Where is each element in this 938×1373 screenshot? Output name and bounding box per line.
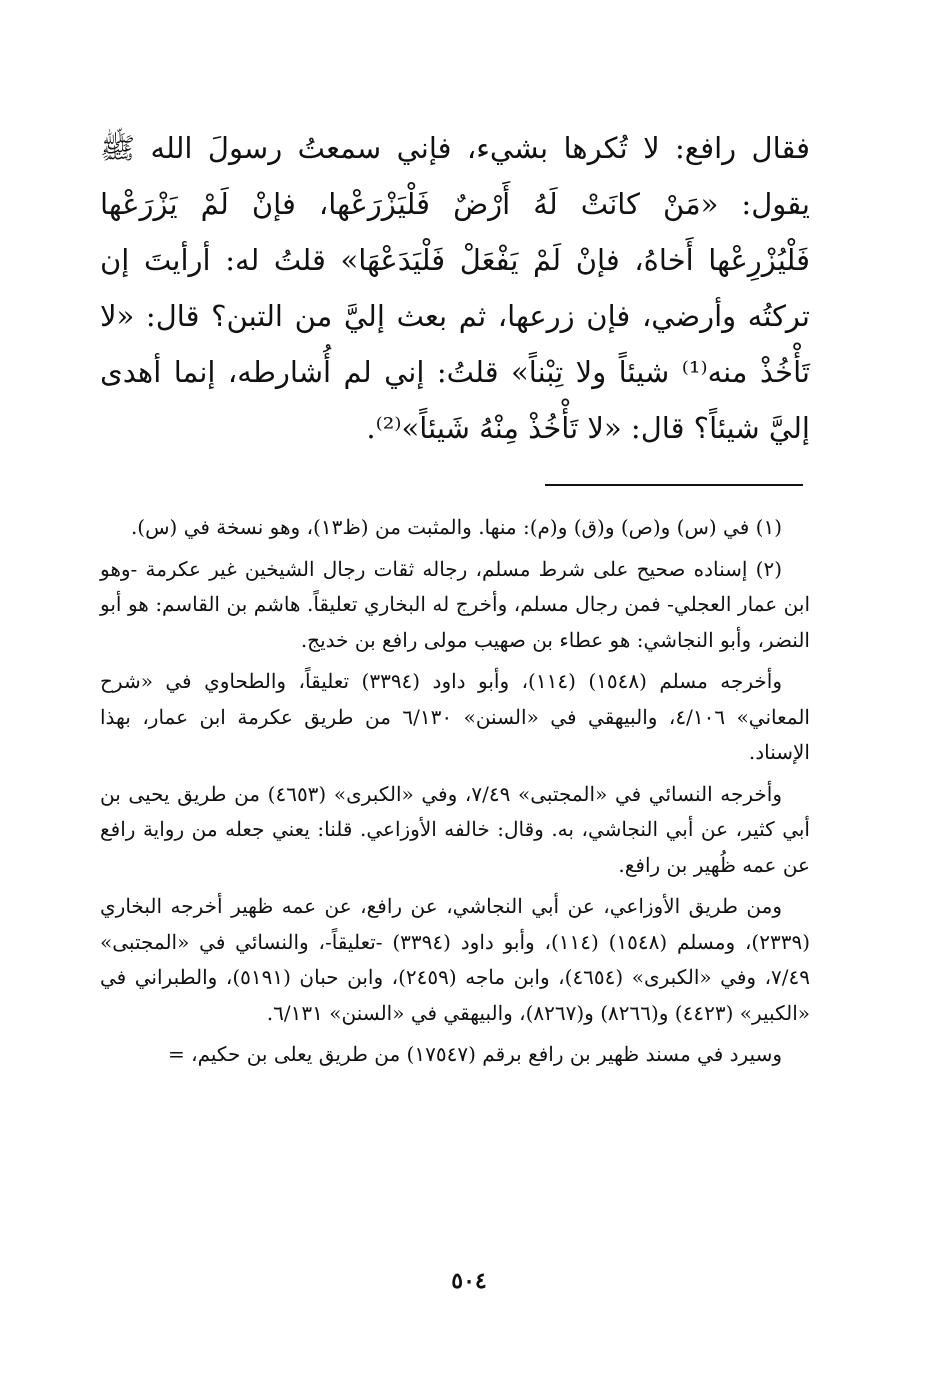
footnote-divider xyxy=(545,484,803,486)
footnote-2-paragraph-4: ومن طريق الأوزاعي، عن أبي النجاشي، عن رافع، عن عمه ظهير أخرجه البخاري (٢٣٣٩)، ومسلم (١٥٤٨) (١١٤)، وأبو داود (٣٣٩٤) -تعليقاً-، والنسائي في «المجتبى» ٧/٤٩، وفي «الكبرى» (٤٦٥٤)، وابن ماجه (٢٤٥٩)، وابن حبان (٥١٩١)، والطبراني في «الكبير» (٤٤٢٣) و(٨٢٦٦) و(٨٢٦٧)، والبيهقي في «السنن» ٦/١٣١. xyxy=(100,894,810,1025)
footnote-2: (٢) إسناده صحيح على شرط مسلم، رجاله ثقات رجال الشيخين غير عكرمة -وهو ابن عمار العجلي- فمن رجال مسلم، وأخرج له البخاري تعليقاً. هاشم بن القاسم: هو أبو النضر، وأبو النجاشي: هو عطاء بن صهيب مولى رافع بن خديج. xyxy=(100,556,810,652)
footnote-1: (١) في (س) و(ص) و(ق) و(م): منها. والمثبت من (ظ١٣)، وهو نسخة في (س). xyxy=(130,515,782,539)
page-number: ٥٠٤ xyxy=(451,1268,487,1294)
main-text-block xyxy=(100,120,810,456)
footnotes-block xyxy=(100,510,810,1079)
footnote-2-paragraph-3: وأخرجه النسائي في «المجتبى» ٧/٤٩، وفي «الكبرى» (٤٦٥٣) من طريق يحيى بن أبي كثير، عن أبي النجاشي، به. وقال: خالفه الأوزاعي. قلنا: يعني جعله من رواية رافع عن عمه ظُهير بن رافع. xyxy=(100,781,810,877)
footnote-2-paragraph-5: وسيرد في مسند ظهير بن رافع برقم (١٧٥٤٧) من طريق يعلى بن حكيم، = xyxy=(168,1042,782,1066)
main-paragraph: فقال رافع: لا تُكرها بشيء، فإني سمعتُ رسولَ الله ﷺ يقول: «مَنْ كانَتْ لَهُ أَرْضٌ فَلْيَزْرَعْها، فإنْ لَمْ يَزْرَعْها فَلْيُزْرِعْها أَخاهُ، فإنْ لَمْ يَفْعَلْ فَلْيَدَعْهَا» قلتُ له: أرأيتَ إن تركتُه وأرضي، فإن زرعها، ثم بعث إليَّ من التبن؟ قال: «لا تَأْخُذْ منه⁽¹⁾ شيئاً ولا تِبْناً» قلتُ: إني لم أُشارطه، إنما أهدى إليَّ شيئاً؟ قال: «لا تَأْخُذْ مِنْهُ شَيئاً»⁽²⁾. xyxy=(100,131,810,445)
footnote-2-paragraph-2: وأخرجه مسلم (١٥٤٨) (١١٤)، وأبو داود (٣٣٩٤) تعليقاً، والطحاوي في «شرح المعاني» ٤/١٠٦، والبيهقي في «السنن» ٦/١٣٠ من طريق عكرمة ابن عمار، بهذا الإسناد. xyxy=(100,669,810,764)
